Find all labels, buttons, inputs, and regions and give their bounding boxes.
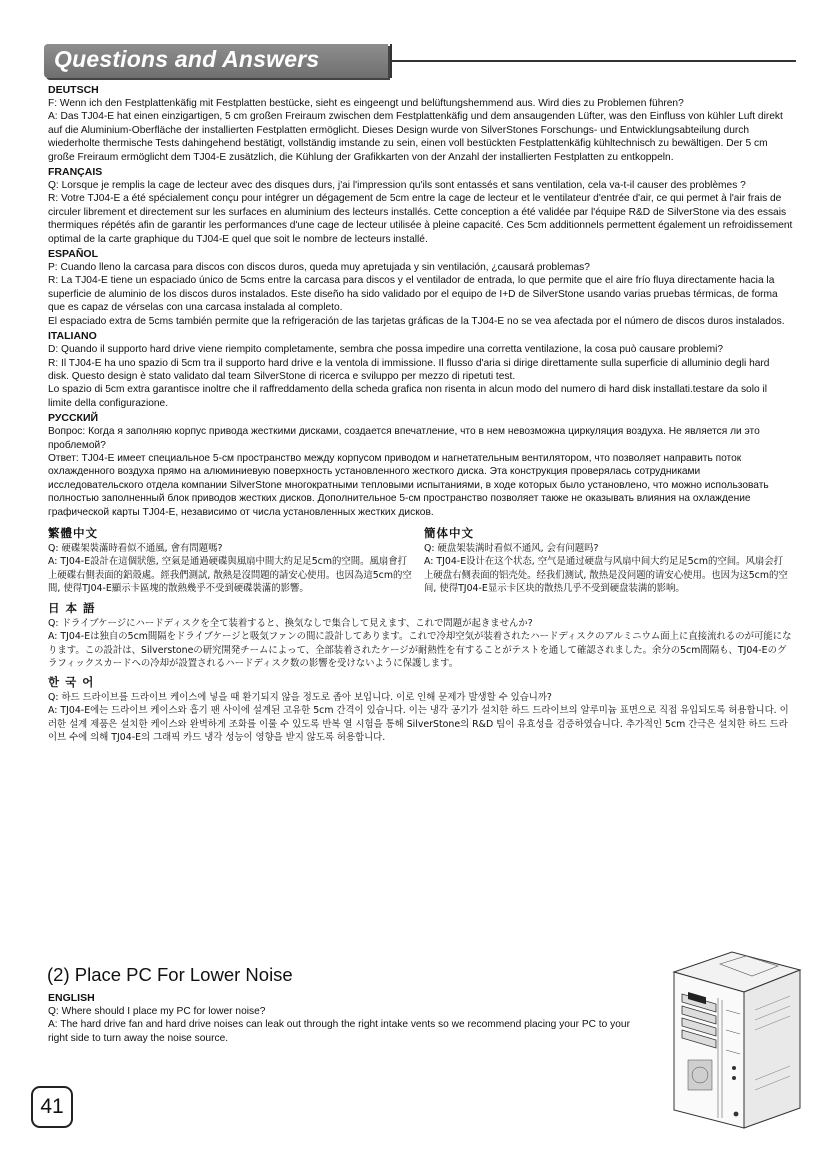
chinese-columns	[48, 525, 793, 596]
section-korean	[48, 674, 793, 745]
answer-text: R: Votre TJ04-E a été spécialement conçu pour intégrer un dégagement de 5cm entre la cage de lecteur et le ventilateur d'entrée d'air, ce qui permet à l'air frais de circuler librement et directement sur les surfaces en aluminium des lecteurs installés. Cette conception a été validée par l'équipe R&D de SilverStone via des essais thermiques répétés afin de garantir les performances d'une cage de lecteur utilisée à pleine capacité. Ces 5cm additionnels permettent également un refroidissement optimal de la carte graphique du TJ04-E quel que soit le nombre de lecteurs installé.	[48, 193, 793, 245]
lang-heading: 簡体中文	[424, 525, 474, 540]
answer-text: Lo spazio di 5cm extra garantisce inoltre che il raffreddamento della scheda grafica non risenta in alcun modo del numero di hard disk installati.testare da solo il limite della configurazione.	[48, 384, 767, 409]
question-text: Q: 하드 드라이브를 드라이브 케이스에 넣을 때 환기되지 않을 정도로 좁아 보입니다. 이로 인해 문제가 발생할 수 있습니까?	[48, 691, 552, 703]
page-number: 41	[31, 1086, 73, 1128]
lang-heading: FRANÇAIS	[48, 166, 103, 179]
pc-case-illustration	[660, 950, 802, 1130]
section-italiano	[48, 330, 793, 410]
section-deutsch	[48, 84, 793, 164]
lang-heading: РУССКИЙ	[48, 412, 99, 425]
question-text: D: Quando il supporto hard drive viene riempito completamente, sembra che possa impedire una corretta ventilazione, la cosa può causare problemi?	[48, 344, 724, 356]
lang-heading: ESPAÑOL	[48, 248, 98, 261]
qa-content	[48, 84, 793, 747]
answer-text: El espaciado extra de 5cms también permite que la refrigeración de las tarjetas gráficas de la TJ04-E no se vea afectada por el número de discos duros instalados.	[48, 315, 785, 327]
lang-heading: 繁體中文	[48, 525, 98, 540]
section2-english	[48, 992, 648, 1045]
section-simp-chinese	[424, 525, 792, 596]
answer-text: Ответ: TJ04-E имеет специальное 5-см пространство между корпусом приводом и нагнетательным вентилятором, что позволяет направить поток охлажденного воздуха прямо на алюминиевую поверхность установленного жесткого диска. Эта конструкция проверялась сотрудниками исследовательского отдела компании SilverStone многократными тепловыми испытаниями, в ходе которых было установлено, что можно использовать полностью заполненный блок приводов жестких дисков. Дополнительное 5-см пространство позволяет также не оказывать влияния на охлаждение графической карты TJ04-E, независимо от числа установленных жестких дисков.	[48, 452, 769, 518]
answer-text: A: TJ04-Eは独自の5cm間隔をドライブケージと吸気ファンの間に設計してあります。これで冷却空気が装着されたハードディスクのアルミニウム面上に直接流れるのが可能になります。この設計は、Silverstoneの研究開発チームによって、全部装着されたケージが耐熱性を有することがテストを通して確認されました。余分の5cm間隔も、TJ04-Eのグラフィックスカードへの冷却が設置されるハードディスク数の影響を受けないように保護します。	[48, 631, 792, 670]
page-title: Questions and Answers	[54, 46, 320, 72]
question-text: Q: Lorsque je remplis la cage de lecteur avec des disques durs, j'ai l'impression qu'ils sont entassés et sans ventilation, cela va-t-il causer des problèmes ?	[48, 180, 746, 192]
section-trad-chinese	[48, 525, 416, 596]
title-divider-line	[392, 60, 796, 62]
answer-text: A: TJ04-E에는 드라이브 케이스와 흡기 팬 사이에 설계된 고유한 5cm 간격이 있습니다. 이는 냉각 공기가 설치한 하드 드라이브의 알루미늄 표면으로 직접 유입되도록 허용합니다. 이러한 설계 제품은 설치한 케이스와 완벽하게 조화를 이룰 수 있도록 반복 열 시험을 통해 SilverStone의 R&D 팀이 유효성을 검증하였습니다. 추가적인 5cm 간극은 설치한 하드 드라이브 수에 의해 TJ04-E의 그래픽 카드 냉각 성능이 영향을 받지 않도록 허용합니다.	[48, 705, 789, 744]
answer-text: R: La TJ04-E tiene un espaciado único de 5cms entre la carcasa para discos y el ventilador de entrada, lo que permite que el aire frío fluya directamente hacia la superficie de aluminio de los discos duros instalados. Este diseño ha sido validado por el equipo de I+D de SilverStone usando varias pruebas térmicas, de forma que es capaz de vérselas con una carcasa instalada al completo.	[48, 275, 778, 314]
lang-heading: DEUTSCH	[48, 84, 99, 96]
section-title-bar	[44, 44, 388, 78]
answer-text: A: Das TJ04-E hat einen einzigartigen, 5 cm großen Freiraum zwischen dem Festplattenkäfig und dem ansaugenden Lüfter, was den Einfluss von kühler Luft direkt auf die Aluminium-Oberfläche der installierten Festplatten ermöglicht. Dieses Design wurde von SilverStones Forschungs- und Entwicklungsabteilung durch wiederholte thermische Tests dahingehend bestätigt, vollständig imstande zu sein, einen voll bestückten Festplattenkäfig kühltechnisch zu bewältigen. Der 5 cm große Freiraum ermöglicht dem TJ04-E zusätzlich, die Kühlung der Grafikkarten von der Anzahl der installierten Festplatten zu entkoppeln.	[48, 111, 783, 163]
lang-heading: 한 국 어	[48, 674, 95, 689]
lang-heading: ITALIANO	[48, 330, 97, 343]
answer-text: A: TJ04-E设计在这个状态, 空气是通过硬盘与风扇中间大约足足5cm的空间。风扇会打上硬盘右侧表面的铝壳处。经我们测试, 散热是没问题的请安心使用。也因为这5cm的空间, 使得TJ04-E显示卡区块的散热几乎不受到硬盘装满的影响。	[424, 556, 788, 595]
lang-heading: 日 本 語	[48, 600, 96, 615]
question-text: P: Cuando lleno la carcasa para discos con discos duros, queda muy apretujada y sin ventilación, ¿causará problemas?	[48, 262, 590, 274]
answer-text: R: Il TJ04-E ha uno spazio di 5cm tra il supporto hard drive e la ventola di immissione. Il flusso d'aria si dirige direttamente sulla superficie di alluminio degli hard disk. Questo design è stato validato dal team SilverStone di ricerca e sviluppo per mezzo di ripetuti test.	[48, 357, 770, 382]
lang-heading: ENGLISH	[48, 992, 95, 1004]
section-japanese	[48, 600, 793, 671]
section-francais	[48, 166, 793, 246]
question-text: Вопрос: Когда я заполняю корпус привода жесткими дисками, создается впечатление, что в нем невозможна циркуляция воздуха. Не является ли это проблемой?	[48, 426, 760, 451]
section2-title: (2) Place PC For Lower Noise	[47, 964, 293, 985]
question-text: F: Wenn ich den Festplattenkäfig mit Festplatten bestücke, sieht es eingeengt und belüftungshemmend aus. Wird dies zu Problemen führen?	[48, 98, 684, 109]
question-text: Q: Where should I place my PC for lower noise?	[48, 1006, 266, 1017]
question-text: Q: ドライブケージにハードディスクを全て装着すると、換気なしで集合して見えます、これで問題が起きませんか?	[48, 617, 533, 629]
question-text: Q: 硬盘架装满时看似不通风, 会有问题吗?	[424, 542, 599, 554]
answer-text: A: The hard drive fan and hard drive noises can leak out through the right intake vents so we recommend placing your PC to your right side to turn away the noise source.	[48, 1019, 630, 1044]
answer-text: A: TJ04-E設計在這個狀態, 空氣是通過硬碟與風扇中間大約足足5cm的空間。風扇會打上硬碟右側表面的鋁殼處。經我們測試, 散熱是沒問題的請安心使用。也因為這5cm的空間, 使得TJ04-E顯示卡區塊的散熱幾乎不受到硬碟裝滿的影響。	[48, 556, 412, 595]
question-text: Q: 硬碟架裝滿時看似不通風, 會有問題嗎?	[48, 542, 223, 554]
section-espanol	[48, 248, 793, 328]
section-russian	[48, 412, 793, 519]
